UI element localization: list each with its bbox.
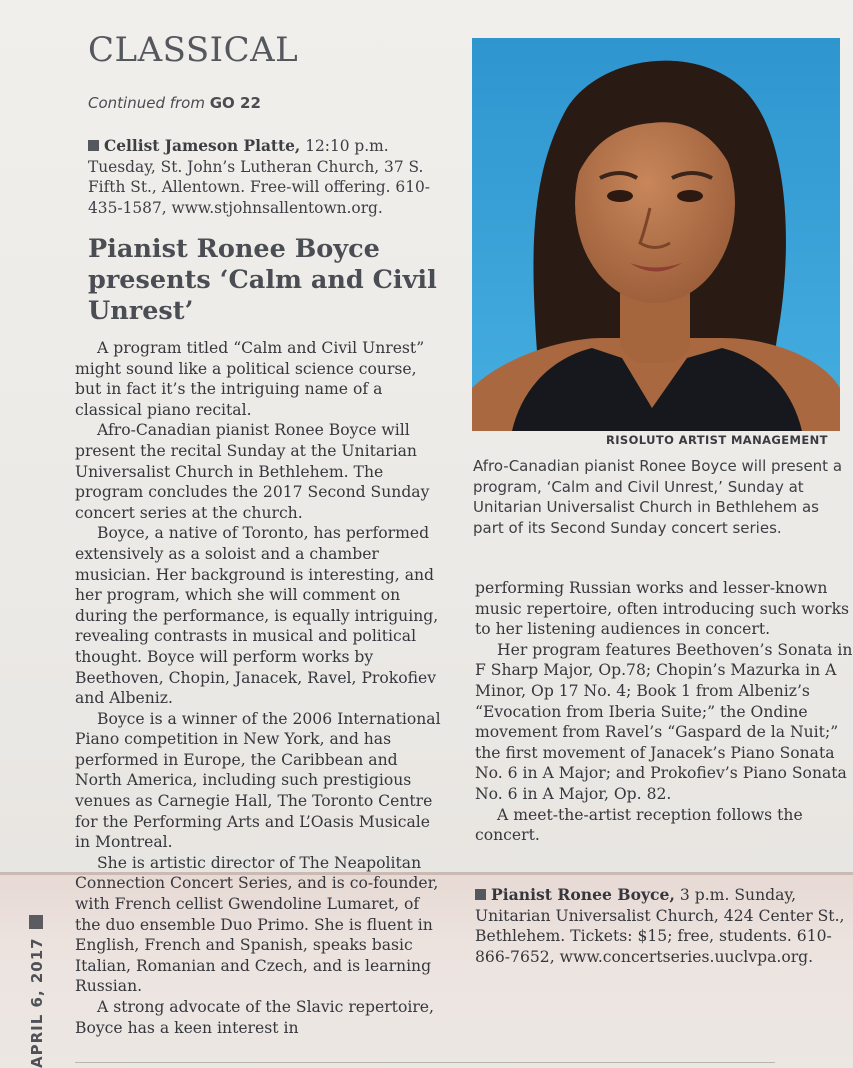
continued-note xyxy=(88,94,261,112)
bullet-square-icon xyxy=(88,140,99,151)
article-paragraph: She is artistic director of The Neapolitan Connection Concert Series, and is co-founder, with French cellist Gwendoline Lumaret, of the duo ensemble Duo Primo. She is fluent in English, French and Spanish, speaks basic Italian, Romanian and Czech, and is learning Russian. xyxy=(75,853,439,996)
article-body-left-column xyxy=(75,338,447,1038)
section-title: CLASSICAL xyxy=(88,30,299,70)
listing-details: 3 p.m. Sunday, Unitarian Universalist Church, 424 Center St., Bethlehem. Tickets: $15; free, students. 610-866-7652, www.concertseries.uuclvpa.org. xyxy=(475,886,845,966)
event-listing-cellist xyxy=(88,136,458,218)
article-paragraph: Boyce, a native of Toronto, has performed extensively as a soloist and a chamber musician. Her background is interesting, and her program, which she will comment on during the performance, is equally intriguing, revealing contrasts in musical and political thought. Boyce will perform works by Beethoven, Chopin, Janacek, Ravel, Prokofiev and Albeniz. xyxy=(75,524,439,708)
bullet-square-icon xyxy=(475,889,486,900)
article-body-right-column xyxy=(475,578,853,846)
portrait-illustration xyxy=(472,38,840,431)
article-headline: Pianist Ronee Boyce presents ‘Calm and Civil Unrest’ xyxy=(88,234,437,326)
bottom-rule xyxy=(75,1062,775,1063)
article-paragraph: A program titled “Calm and Civil Unrest” might sound like a political science course, but in fact it’s the intriguing name of a classical piano recital. xyxy=(75,339,425,419)
page-date: APRIL 6, 2017 xyxy=(28,937,46,1068)
article-paragraph: performing Russian works and lesser-known music repertoire, often introducing such works to her listening audiences in concert. xyxy=(475,579,850,639)
listing-name: Cellist Jameson Platte, xyxy=(104,137,301,155)
article-paragraph: A meet-the-artist reception follows the concert. xyxy=(475,805,803,845)
photo-credit: RISOLUTO ARTIST MANAGEMENT xyxy=(606,433,828,447)
article-paragraph: Afro-Canadian pianist Ronee Boyce will present the recital Sunday at the Unitarian Universalist Church in Bethlehem. The program concludes the 2017 Second Sunday concert series at the church. xyxy=(75,421,430,522)
continued-prefix: Continued from xyxy=(88,94,210,112)
article-paragraph: Her program features Beethoven’s Sonata in F Sharp Major, Op.78; Chopin’s Mazurka in A Minor, Op 17 No. 4; Book 1 from Albeniz’s “Evocation from Iberia Suite;” the Ondine movement from Ravel’s “Gaspard de la Nuit;” the first movement of Janacek’s Piano Sonata No. 6 in A Major; and Prokofiev’s Piano Sonata No. 6 in A Major, Op. 82. xyxy=(475,640,853,803)
continued-page-ref: GO 22 xyxy=(209,94,261,112)
event-listing-pianist xyxy=(475,885,853,967)
page-date-vertical xyxy=(28,915,46,1068)
page-marker-icon xyxy=(29,915,43,929)
article-paragraph: A strong advocate of the Slavic repertoire, Boyce has a keen interest in xyxy=(75,998,434,1037)
photo-caption: Afro-Canadian pianist Ronee Boyce will present a program, ‘Calm and Civil Unrest,’ Sunday at Unitarian Universalist Church in Bethlehem as part of its Second Sunday concert series. xyxy=(473,457,843,537)
pianist-portrait-photo xyxy=(472,38,840,431)
listing-name: Pianist Ronee Boyce, xyxy=(491,885,675,904)
article-paragraph: Boyce is a winner of the 2006 International Piano competition in New York, and has performed in Europe, the Caribbean and North America, including such prestigious venues as Carnegie Hall, The Toronto Centre for the Performing Arts and L’Oasis Musicale in Montreal. xyxy=(75,709,441,852)
listing-details: 12:10 p.m. Tuesday, St. John’s Lutheran Church, 37 S. Fifth St., Allentown. Free-will offering. 610-435-1587, www.stjohnsallentown.org. xyxy=(88,137,430,217)
